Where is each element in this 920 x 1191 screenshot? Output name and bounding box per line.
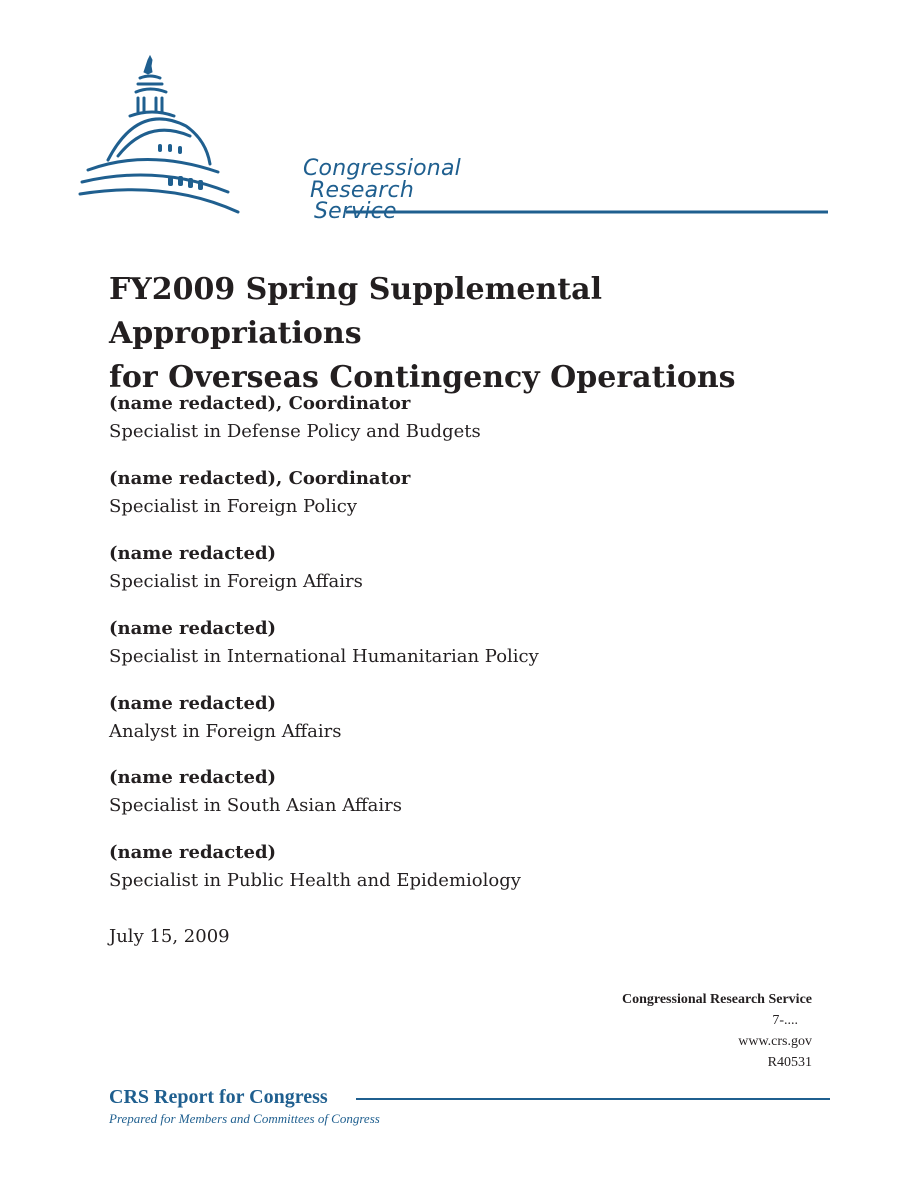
- author-name: (name redacted): [109, 618, 277, 639]
- author-name: (name redacted), Coordinator: [109, 468, 411, 489]
- author-name: (name redacted): [109, 693, 277, 714]
- logo-text-service: Service: [314, 199, 397, 224]
- crs-org-name: Congressional Research Service: [621, 992, 812, 1007]
- author-name: (name redacted): [109, 842, 277, 863]
- author-entry: [109, 692, 809, 748]
- report-title-line-2: for Overseas Contingency Operations: [109, 360, 736, 395]
- footer-subtitle: Prepared for Members and Committees of Congress: [109, 1111, 380, 1126]
- footer-report-title: CRS Report for Congress: [109, 1086, 328, 1108]
- logo-text-congressional: Congressional: [303, 156, 461, 181]
- author-entry: [109, 766, 809, 822]
- author-entry: [109, 841, 809, 897]
- author-role: Specialist in South Asian Affairs: [109, 795, 403, 816]
- author-name: (name redacted), Coordinator: [109, 393, 411, 414]
- author-entry: [109, 392, 809, 448]
- author-role: Specialist in Foreign Affairs: [109, 571, 363, 592]
- logo-text-research: Research: [310, 178, 414, 203]
- report-title: [109, 268, 849, 400]
- author-entry: [109, 542, 809, 598]
- footer-divider: [356, 1098, 830, 1100]
- author-entry: [109, 467, 809, 523]
- report-title-line-1: FY2009 Spring Supplemental Appropriations: [109, 272, 602, 351]
- author-role: Analyst in Foreign Affairs: [109, 721, 342, 742]
- crs-website-link[interactable]: www.crs.gov: [738, 1034, 812, 1049]
- report-number: R40531: [767, 1055, 812, 1070]
- author-role: Specialist in Foreign Policy: [109, 496, 358, 517]
- crs-phone: 7-....: [772, 1013, 798, 1028]
- author-name: (name redacted): [109, 543, 277, 564]
- crs-info-block: [622, 990, 812, 1073]
- author-name: (name redacted): [109, 767, 277, 788]
- author-role: Specialist in Public Health and Epidemiology: [109, 870, 521, 891]
- author-entry: [109, 617, 809, 673]
- capitol-dome-icon: [78, 52, 838, 227]
- report-date: July 15, 2009: [109, 926, 230, 947]
- author-role: Specialist in International Humanitarian Policy: [109, 646, 539, 667]
- author-role: Specialist in Defense Policy and Budgets: [109, 421, 481, 442]
- crs-logo: [78, 52, 838, 227]
